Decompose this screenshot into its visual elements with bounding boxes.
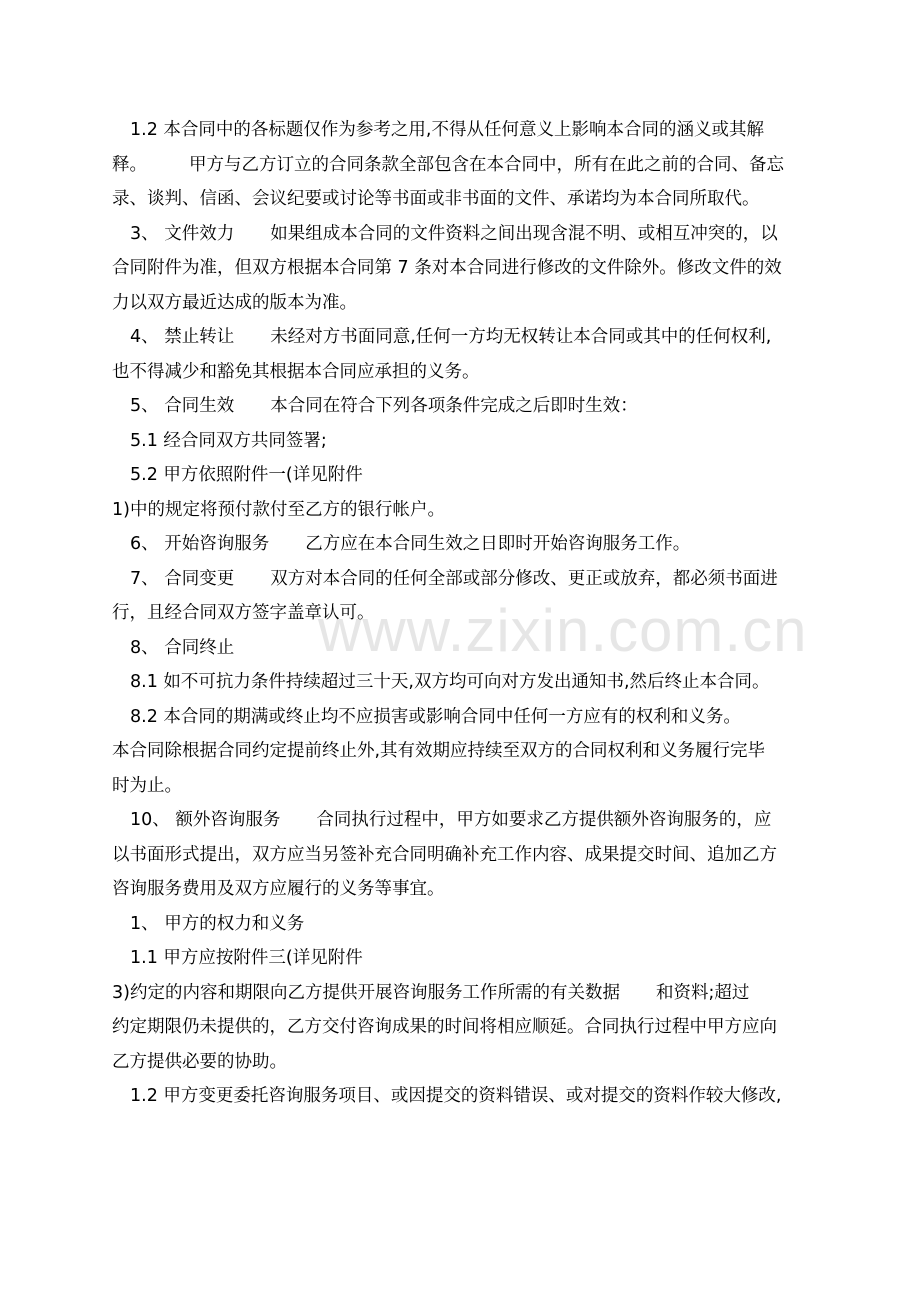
section-heading: 4、 禁止转让 <box>130 327 235 347</box>
paragraph-line <box>112 700 814 735</box>
text-segment: 8.2 本合同的期满或终止均不应损害或影响合同中任何一方应有的权利和义务。 <box>130 706 741 727</box>
paragraph-line <box>112 458 814 493</box>
paragraph-line <box>112 769 814 804</box>
text-segment: 合同附件为准，但双方根据本合同第 7 条对本合同进行修改的文件除外。修改文件的效 <box>112 258 782 278</box>
text-segment: 1)中的规定将预付款付至乙方的银行帐户。 <box>112 499 445 520</box>
paragraph-line <box>112 631 814 666</box>
paragraph-line <box>112 389 814 424</box>
watermark: www.zixin.com.cn <box>318 597 808 664</box>
section-heading: 3、 文件效力 <box>130 223 235 244</box>
text-segment: 行，且经合同双方签字盖章认可。 <box>112 603 375 623</box>
section-heading: 7、 合同变更 <box>130 568 235 589</box>
contract-text <box>112 113 814 1114</box>
paragraph-line <box>112 286 814 321</box>
section-heading: 1、 甲方的权力和义务 <box>130 913 305 934</box>
text-segment: 合同执行过程中，甲方如要求乙方提供额外咨询服务的，应 <box>316 810 772 830</box>
text-segment: 录、谈判、信函、会议纪要或讨论等书面或非书面的文件、承诺均为本合同所取代。 <box>112 189 760 209</box>
text-segment: 本合同在符合下列各项条件完成之后即时生效： <box>270 396 638 416</box>
paragraph-line <box>112 182 814 217</box>
text-segment: 3)约定的内容和期限向乙方提供开展咨询服务工作所需的有关数据 <box>112 982 620 1003</box>
section-heading: 5、 合同生效 <box>130 396 235 416</box>
text-segment: 咨询服务费用及双方应履行的义务等事宜。 <box>112 879 445 899</box>
text-segment: 5.1 经合同双方共同签署; <box>130 430 327 451</box>
text-segment: 时为止。 <box>112 775 182 796</box>
text-segment: 力以双方最近达成的版本为准。 <box>112 292 357 313</box>
text-segment: 释。 <box>112 154 147 175</box>
text-segment: 和资料;超过 <box>655 982 750 1003</box>
section-heading: 8、 合同终止 <box>130 637 235 658</box>
text-segment: 甲方与乙方订立的合同条款全部包含在本合同中，所有在此之前的合同、备忘 <box>189 154 784 175</box>
paragraph-line <box>112 355 814 390</box>
text-segment: 以书面形式提出，双方应当另签补充合同明确补充工作内容、成果提交时间、追加乙方 <box>112 844 777 865</box>
paragraph-line <box>112 148 814 183</box>
paragraph-line <box>112 320 814 355</box>
paragraph-line <box>112 527 814 562</box>
text-segment: 本合同除根据合同约定提前终止外,其有效期应持续至双方的合同权利和义务履行完毕 <box>112 741 766 761</box>
text-segment: 8.1 如不可抗力条件持续超过三十天,双方均可向对方发出通知书,然后终止本合同。 <box>130 672 770 692</box>
text-segment: 如果组成本合同的文件资料之间出现含混不明、或相互冲突的，以 <box>270 223 778 244</box>
paragraph-line <box>112 803 814 838</box>
text-segment: 5.2 甲方依照附件一(详见附件 <box>130 465 363 485</box>
paragraph-line <box>112 734 814 769</box>
text-segment: 乙方应在本合同生效之日即时开始咨询服务工作。 <box>305 534 691 554</box>
section-heading: 10、 额外咨询服务 <box>130 810 281 830</box>
paragraph-line <box>112 1079 814 1114</box>
paragraph-line <box>112 1045 814 1080</box>
paragraph-line <box>112 562 814 597</box>
text-segment: 1.1 甲方应按附件三(详见附件 <box>130 948 363 968</box>
text-segment: 1.2 甲方变更委托咨询服务项目、或因提交的资料错误、或对提交的资料作较大修改, <box>130 1086 782 1106</box>
paragraph-line <box>112 872 814 907</box>
section-heading: 6、 开始咨询服务 <box>130 534 270 554</box>
text-segment: 乙方提供必要的协助。 <box>112 1051 287 1072</box>
text-segment: 也不得减少和豁免其根据本合同应承担的义务。 <box>112 361 480 382</box>
text-segment: 未经对方书面同意,任何一方均无权转让本合同或其中的任何权利, <box>270 327 772 347</box>
text-segment: 1.2 本合同中的各标题仅作为参考之用,不得从任何意义上影响本合同的涵义或其解 <box>130 120 764 140</box>
paragraph-line <box>112 976 814 1011</box>
paragraph-line <box>112 907 814 942</box>
paragraph-line <box>112 838 814 873</box>
paragraph-line <box>112 596 814 631</box>
paragraph-line <box>112 113 814 148</box>
paragraph-line <box>112 941 814 976</box>
paragraph-line <box>112 665 814 700</box>
paragraph-line <box>112 1010 814 1045</box>
paragraph-line <box>112 217 814 252</box>
paragraph-line <box>112 493 814 528</box>
text-segment: 约定期限仍未提供的，乙方交付咨询成果的时间将相应顺延。合同执行过程中甲方应向 <box>112 1017 777 1037</box>
paragraph-line <box>112 251 814 286</box>
paragraph-line <box>112 424 814 459</box>
text-segment: 双方对本合同的任何全部或部分修改、更正或放弃，都必须书面进 <box>270 568 778 589</box>
